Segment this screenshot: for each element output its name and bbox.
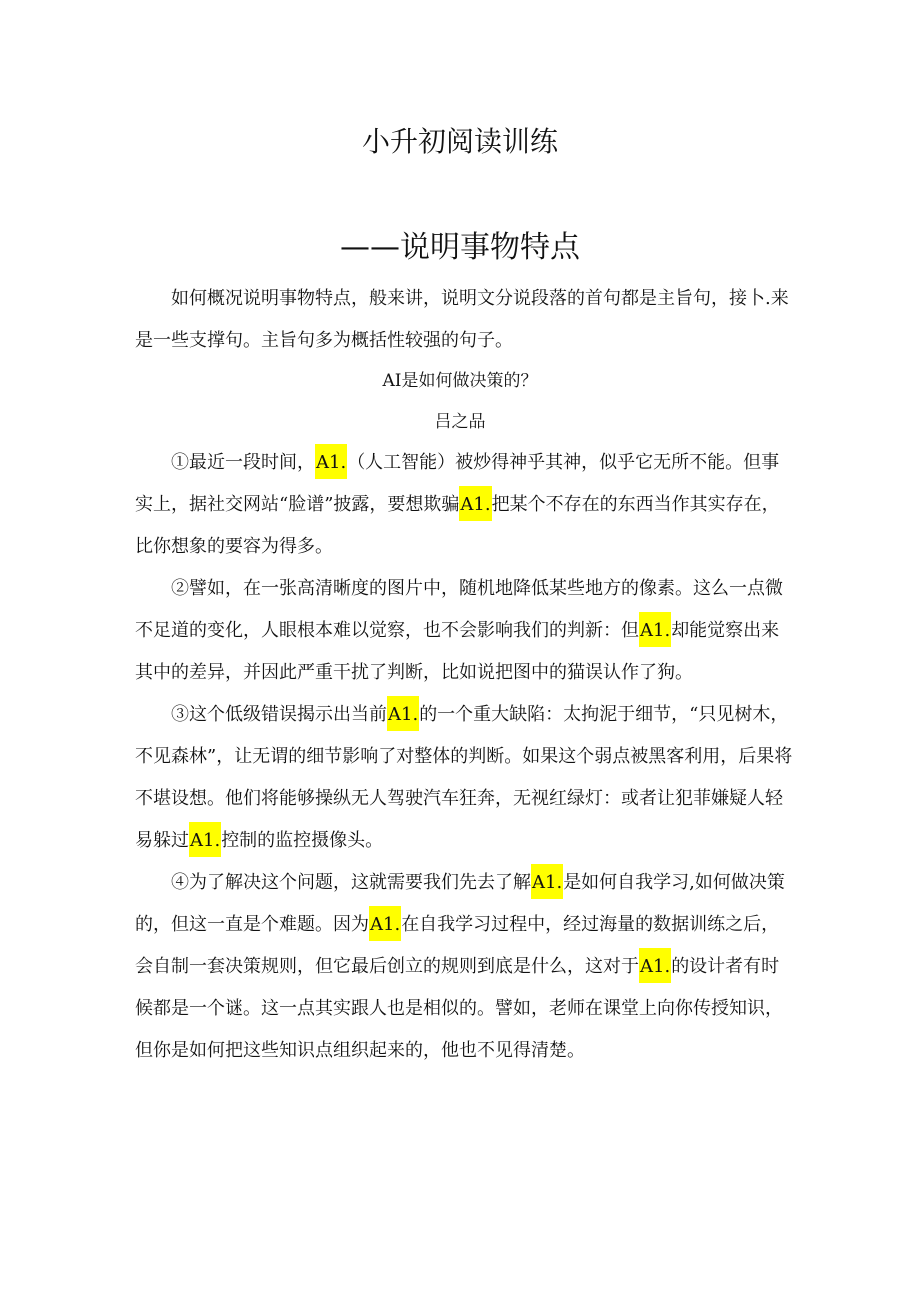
highlighted-term: A1. xyxy=(531,864,563,899)
highlighted-term: A1. xyxy=(459,486,491,521)
paragraph-text: ③这个低级错误揭示出当前 xyxy=(171,704,387,725)
paragraph-text: 的一个重大缺陷：太拘泥于细节，“只见树木，不见森林”，让无谓的细节影响了对整体的判断。如果这个弱点被黑客利用，后果将不堪设想。他们将能够操纵无人驾驶汽车狂奔，无视红绿灯：或者让犯菲嫌疑人轻易躲过 xyxy=(135,704,793,851)
highlighted-term: A1. xyxy=(639,948,671,983)
paragraph-text: 把某个不存在的东西当作其实存在，比你想象的要容为得多。 xyxy=(135,494,780,557)
highlighted-term: A1. xyxy=(369,906,401,941)
paragraph-4 xyxy=(135,862,795,1072)
paragraph-text: 在自我学习过程中，经过海量的数据训练之后，会自制一套决策规则，但它最后创立的规则到底是什么，这对于 xyxy=(135,914,780,977)
paragraph-text: 的设计者有时候都是一个谜。这一点其实跟人也是相似的。譬如，老师在课堂上向你传授知识，但你是如何把这些知识点组织起来的，他也不见得清楚。 xyxy=(135,956,783,1061)
paragraph-text: 控制的监控摄像头。 xyxy=(221,830,384,851)
article-author: 吕之品 xyxy=(434,412,486,432)
highlighted-term: A1. xyxy=(189,822,221,857)
page-title: 小升初阅读训练 xyxy=(361,125,558,158)
article-body xyxy=(135,442,795,1072)
paragraph-text: ②譬如，在一张高清晰度的图片中，随机地降低某些地方的像素。这么一点微不足道的变化，人眼根本难以觉察，也不会影响我们的判新：但 xyxy=(135,578,783,641)
intro-paragraph: 如何概况说明事物特点，般来讲，说明文分说段落的首句都是主旨句，接卜.来是一些支撑句。主旨句多为概括性较强的句子。 xyxy=(135,288,789,351)
paragraph-text: 却能觉察出来其中的差异，并因此严重干扰了判断，比如说把图中的猫误认作了狗。 xyxy=(135,620,780,683)
paragraph-text: ①最近一段时间， xyxy=(171,452,315,473)
highlighted-term: A1. xyxy=(387,696,419,731)
paragraph-text: 是如何自我学习,如何做决策的，但这一直是个难题。因为 xyxy=(135,872,785,935)
paragraph-2 xyxy=(135,568,795,694)
paragraph-text: （人工智能）被炒得神乎其神，似乎它无所不能。但事实上，据社交网站“脸谱”披露，要想欺骗 xyxy=(135,452,780,515)
paragraph-text: ④为了解决这个问题，这就需要我们先去了解 xyxy=(171,872,531,893)
highlighted-term: A1. xyxy=(315,444,347,479)
page-subtitle: ——说明事物特点 xyxy=(340,230,580,265)
highlighted-term: A1. xyxy=(639,612,671,647)
paragraph-1 xyxy=(135,442,795,568)
paragraph-3 xyxy=(135,694,795,862)
article-title: AI是如何做决策的？ xyxy=(382,371,538,391)
